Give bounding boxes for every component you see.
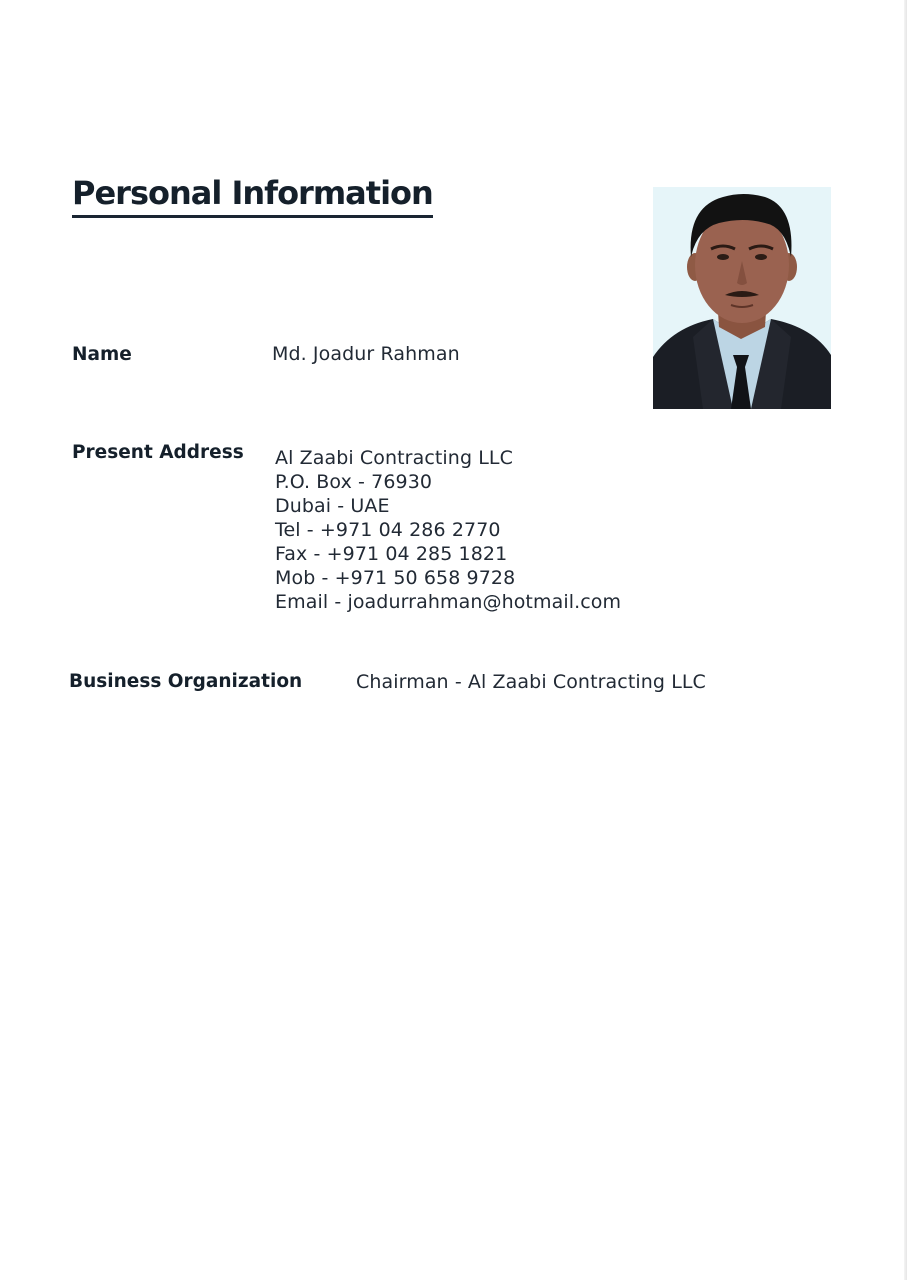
name-value: Md. Joadur Rahman <box>272 343 460 365</box>
present-address-block <box>275 446 621 614</box>
address-line: Fax - +971 04 285 1821 <box>275 543 508 565</box>
business-organization-label: Business Organization <box>69 671 303 692</box>
address-line: P.O. Box - 76930 <box>275 471 433 493</box>
name-label: Name <box>72 344 132 365</box>
address-line: Al Zaabi Contracting LLC <box>275 447 513 469</box>
address-line: Tel - +971 04 286 2770 <box>275 519 501 541</box>
business-organization-value: Chairman - Al Zaabi Contracting LLC <box>356 671 706 693</box>
page-title: Personal Information <box>72 174 433 218</box>
address-line: Dubai - UAE <box>275 495 390 517</box>
present-address-label: Present Address <box>72 442 244 463</box>
portrait-image <box>653 187 831 409</box>
address-line: Mob - +971 50 658 9728 <box>275 567 516 589</box>
address-email: Email - joadurrahman@hotmail.com <box>275 591 622 613</box>
profile-photo <box>653 187 831 409</box>
